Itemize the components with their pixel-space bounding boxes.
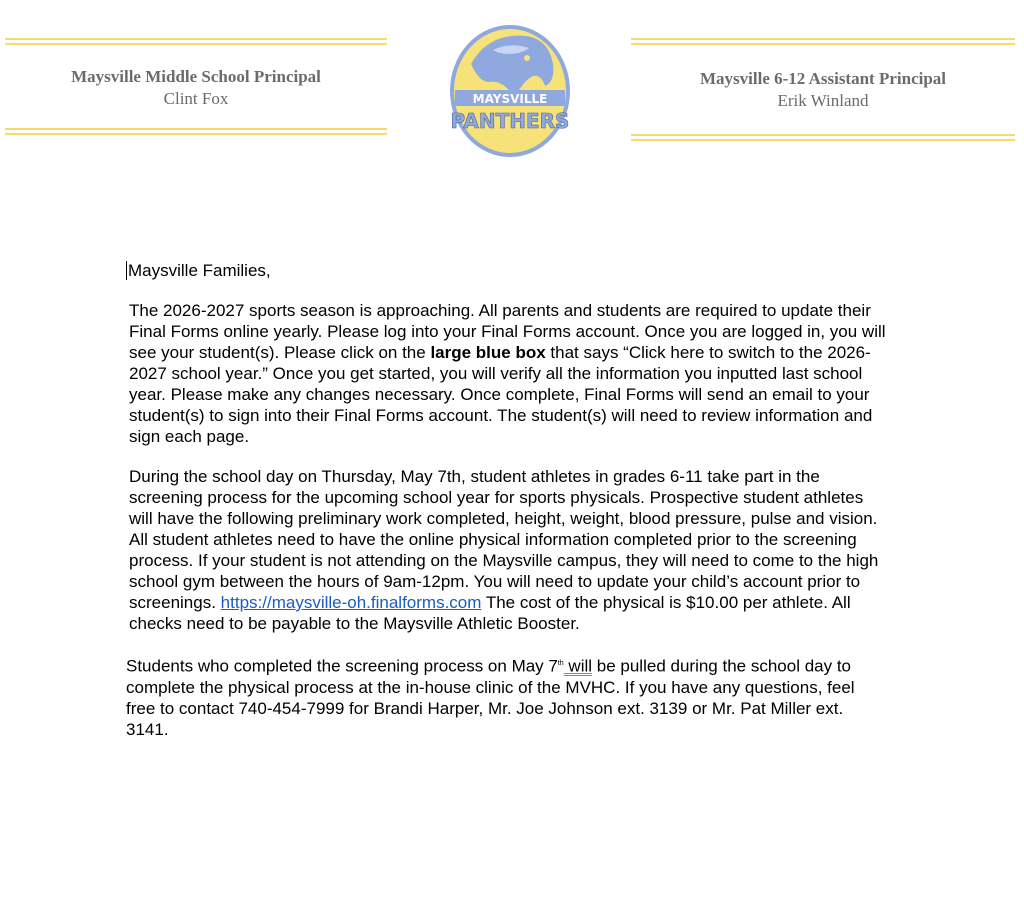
left-title: Maysville Middle School Principal	[71, 67, 321, 86]
paragraph-1: The 2026-2027 sports season is approaching. All parents and students are required to update their Final Forms online yearly. Please log into your Final Forms account. Once you are logged in, you will see your student(s). Please click on the large blue box that says “Click here to switch to the 2026-2027 school year.” Once you get started, you will verify all the information you inputted last school year. Please make any changes necessary. Once complete, Final Forms will send an email to your student(s) to sign into their Final Forms account. The student(s) will need to review information and sign each page.	[129, 301, 886, 446]
text-cursor	[126, 261, 127, 280]
bold-phrase: large blue box	[430, 343, 546, 362]
panthers-logo	[449, 24, 571, 158]
right-name: Erik Winland	[777, 91, 869, 110]
right-title: Maysville 6-12 Assistant Principal	[699, 69, 947, 88]
header-rule-right-bottom-2	[631, 139, 1015, 141]
greeting: Maysville Families,	[128, 261, 271, 280]
paragraph-2: During the school day on Thursday, May 7th, student athletes in grades 6-11 take part in the screening process for the upcoming school year for sports physicals. Prospective student athletes will have the following preliminary work completed, height, weight, blood pressure, pulse and vision. All student athletes need to have the online physical information completed prior to the screening process. If your student is not attending on the Maysville campus, they will need to come to the high school gym between the hours of 9am-12pm. You will need to update your child’s account prior to screenings. https://maysville-oh.finalforms.com The cost of the physical is $10.00 per athlete. All checks need to be payable to the Maysville Athletic Booster.	[129, 467, 879, 633]
header-rule-left-top-2	[5, 43, 387, 45]
paragraph-3: Students who completed the screening process on May 7th will be pulled during the school day to complete the physical process at the in-house clinic of the MVHC. If you have any questions, feel free to contact 740-454-7999 for Brandi Harper, Mr. Joe Johnson ext. 3139 or Mr. Pat Miller ext. 3141.	[126, 656, 855, 739]
grammar-flag: will	[563, 656, 593, 676]
header-rule-left-top-1	[5, 38, 387, 40]
logo-bottom-text: PANTHERS	[450, 109, 570, 133]
header-rule-left-bottom-1	[5, 128, 387, 130]
header-rule-right-top-2	[631, 43, 1015, 45]
header-right	[631, 69, 1015, 111]
left-name: Clint Fox	[163, 89, 229, 108]
header-rule-right-bottom-1	[631, 134, 1015, 136]
header-rule-left-bottom-2	[5, 133, 387, 135]
header-left	[5, 67, 387, 109]
letter-body	[126, 260, 886, 759]
logo-top-text: MAYSVILLE	[472, 92, 548, 106]
header-rule-right-top-1	[631, 38, 1015, 40]
superscript-th: th	[557, 660, 564, 667]
finalforms-link[interactable]: https://maysville-oh.finalforms.com	[220, 593, 482, 612]
